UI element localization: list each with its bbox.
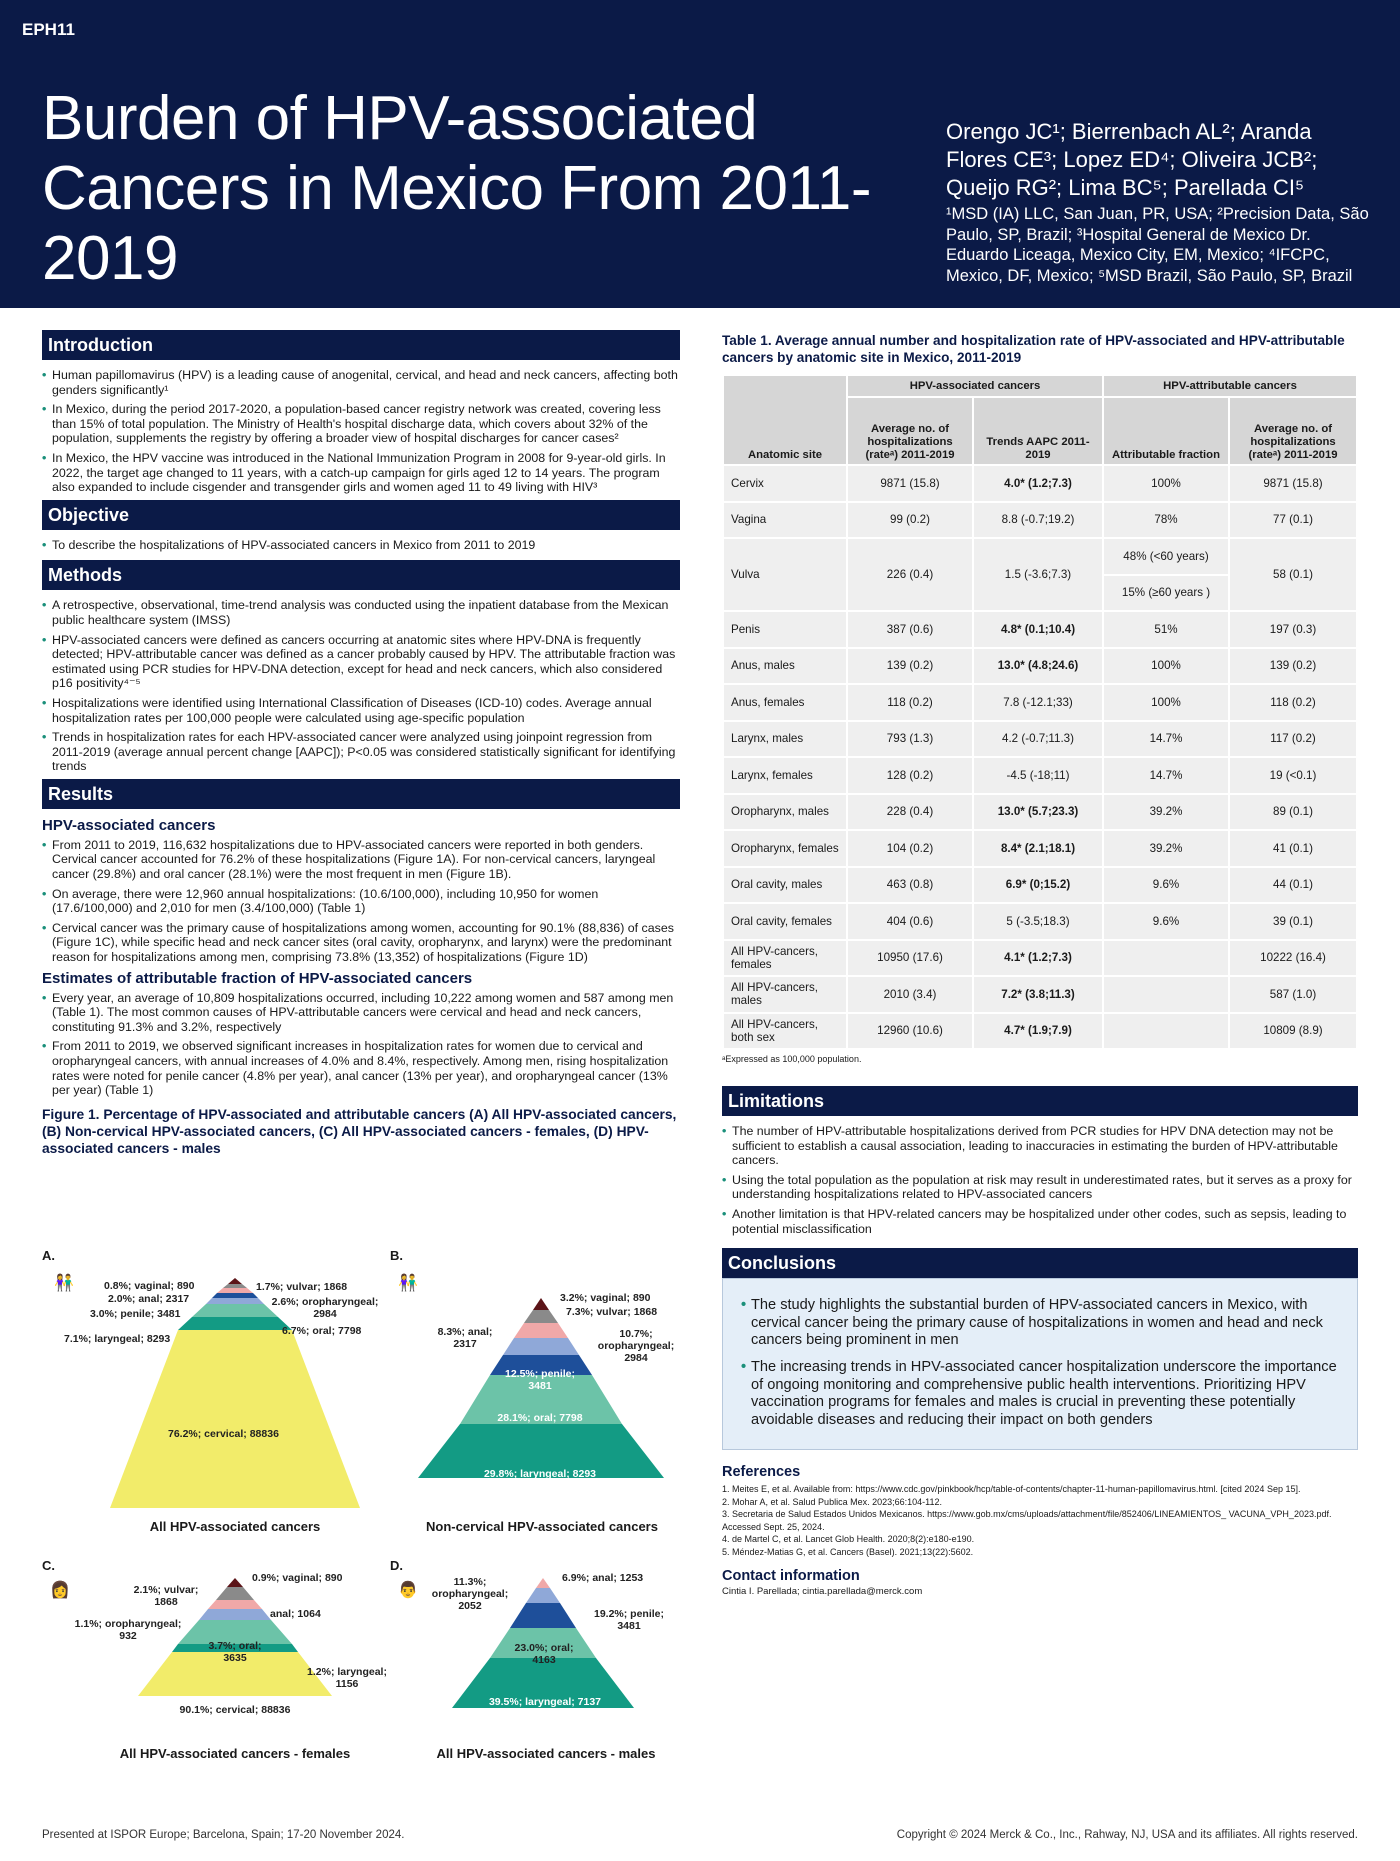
table-cell: 128 (0.2) [848, 758, 972, 793]
table-cell: 48% (<60 years) [1104, 539, 1228, 574]
table-cell: Penis [724, 612, 846, 647]
list-item: • Using the total population as the population at risk may result in underestimated rates, but it serves as a proxy for understanding hospitalizations related to HPV-associated cancers [722, 1173, 1358, 1202]
methods-list [42, 598, 680, 774]
table-cell: 226 (0.4) [848, 539, 972, 610]
table-cell: 4.2 (-0.7;11.3) [974, 722, 1102, 757]
footer-copyright: Copyright © 2024 Merck & Co., Inc., Rahway, NJ, USA and its affiliates. All rights reserved. [896, 1829, 1358, 1841]
slice-label: 7.1%; laryngeal; 8293 [64, 1333, 171, 1345]
table-cell: 404 (0.6) [848, 904, 972, 939]
authors: Orengo JC¹; Bierrenbach AL²; Aranda Flores CE³; Lopez ED⁴; Oliveira JCB²; Queijo RG²; Lima BC⁵; Parellada CI⁵ [946, 119, 1318, 200]
reference-item: 2. Mohar A, et al. Salud Publica Mex. 2023;66:104-112. [722, 1496, 942, 1507]
col-header: Average no. of hospitalizations (rateᵃ) 2011-2019 [848, 398, 972, 464]
slice-label: 2.6%; oropharyngeal; 2984 [271, 1296, 379, 1320]
table-cell: 44 (0.1) [1230, 868, 1356, 903]
slice-label: 11.3%; oropharyngeal; 2052 [431, 1576, 509, 1612]
table-cell: 100% [1104, 466, 1228, 501]
table-row [724, 466, 1356, 501]
results-list [42, 838, 680, 965]
table-cell: Oral cavity, females [724, 904, 846, 939]
table-cell: 117 (0.2) [1230, 722, 1356, 757]
table-cell: 39.2% [1104, 831, 1228, 866]
table-row [724, 539, 1356, 574]
table-cell: 118 (0.2) [1230, 685, 1356, 720]
list-item: • Another limitation is that HPV-related cancers may be hospitalized under other codes, such as sepsis, leading to potential misclassification [722, 1207, 1358, 1236]
list-item: • HPV-associated cancers were defined as cancers occurring at anatomic sites where HPV-DNA is frequently detected; HPV-attributable cancer was defined as a cancer probably caused by HPV. The attributable fraction was estimated using PCR studies for HPV-DNA detection, except for head and neck cancers, which also considered p16 positivity⁴⁻⁵ [42, 633, 680, 691]
slice-label: 1.2%; laryngeal; 1156 [307, 1666, 387, 1690]
table-cell: 13.0* (4.8;24.6) [974, 649, 1102, 684]
poster-id: EPH11 [22, 20, 75, 39]
limitations-list [722, 1124, 1358, 1236]
slice-label: 2.1%; vulvar; 1868 [133, 1584, 199, 1608]
table-body [724, 466, 1356, 1048]
methods-heading: Methods [42, 560, 680, 590]
conclusions-heading: Conclusions [722, 1248, 1358, 1278]
table-cell: 9871 (15.8) [848, 466, 972, 501]
table-cell: 2010 (3.4) [848, 977, 972, 1012]
table-cell: 6.9* (0;15.2) [974, 868, 1102, 903]
list-item: • On average, there were 12,960 annual hospitalizations: (10.6/100,000), including 10,950 for women (17.6/100,000) and 2,010 for men (3.4/100,000) (Table 1) [42, 887, 680, 916]
slice-label: 90.1%; cervical; 88836 [179, 1704, 291, 1716]
list-item: • Human papillomavirus (HPV) is a leading cause of anogenital, cervical, and head and neck cancers, affecting both genders significantly¹ [42, 368, 680, 397]
table-cell: Oropharynx, females [724, 831, 846, 866]
table-cell: 10222 (16.4) [1230, 941, 1356, 976]
table-cell: 19 (<0.1) [1230, 758, 1356, 793]
slice-label: 19.2%; penile; 3481 [593, 1608, 665, 1632]
slice-label: 8.3%; anal; 2317 [437, 1326, 493, 1350]
table-footnote: ᵃExpressed as 100,000 population. [722, 1054, 862, 1064]
col-header: Anatomic site [724, 376, 846, 464]
panel-letter: D. [390, 1558, 403, 1573]
panel-caption: Non-cervical HPV-associated cancers [426, 1519, 658, 1534]
conclusions-box [722, 1278, 1358, 1450]
references-list [722, 1483, 1358, 1558]
list-item: • Cervical cancer was the primary cause of hospitalizations among women, accounting for 90.1% (88,836) of cases (Figure 1C), while specific head and neck cancer sites (oral cavity, oropharynx, and larynx) were the predominant reason for hospitalizations among men, comprising 73.8% (13,352) of hospitalizations (Figure 1D) [42, 921, 680, 965]
reference-item: 4. de Martel C, et al. Lancet Glob Health. 2020;8(2):e180-e190. [722, 1534, 975, 1544]
table-cell: 197 (0.3) [1230, 612, 1356, 647]
limitations-heading: Limitations [722, 1086, 1358, 1116]
table-cell: 4.1* (1.2;7.3) [974, 941, 1102, 976]
table-cell: 4.8* (0.1;10.4) [974, 612, 1102, 647]
introduction-list [42, 368, 680, 495]
slice-label: 0.8%; vaginal; 890 [104, 1280, 195, 1292]
contact-heading: Contact information [722, 1568, 860, 1584]
table-row [724, 612, 1356, 647]
results-table [722, 374, 1358, 1050]
slice-label: 3.2%; vaginal; 890 [560, 1292, 651, 1304]
table-cell: 39 (0.1) [1230, 904, 1356, 939]
table-row [724, 685, 1356, 720]
table-row [724, 758, 1356, 793]
objective-list [42, 538, 680, 553]
slice-label: 10.7%; oropharyngeal; 2984 [597, 1328, 675, 1364]
list-item: • Every year, an average of 10,809 hospitalizations occurred, including 10,222 among women and 587 among men (Table 1). The most common causes of HPV-attributable cancers were cervical and head and neck cancers, constituting 91.3% and 3.2%, respectively [42, 991, 680, 1035]
results-heading: Results [42, 779, 680, 809]
table-cell: Larynx, males [724, 722, 846, 757]
table-cell: 89 (0.1) [1230, 795, 1356, 830]
table-cell: 41 (0.1) [1230, 831, 1356, 866]
slice-label: 39.5%; laryngeal; 7137 [488, 1696, 602, 1708]
slice-label: 28.1%; oral; 7798 [497, 1412, 583, 1424]
table-cell: 77 (0.1) [1230, 503, 1356, 538]
table-cell [1104, 977, 1228, 1012]
list-item: • The increasing trends in HPV-associated cancer hospitalization underscore the importance of ongoing monitoring and comprehensive public health interventions. Prioritizing HPV vaccination programs for females and males is crucial in preventing these potentially avoidable diseases and reducing their impact on both genders [741, 1359, 1339, 1429]
results-list [42, 991, 680, 1098]
table-title: Table 1. Average annual number and hospitalization rate of HPV-associated and HPV-attributable cancers by anatomic site in Mexico, 2011-2019 [722, 333, 1345, 365]
panel-letter: A. [42, 1248, 55, 1263]
table-cell: 5 (-3.5;18.3) [974, 904, 1102, 939]
panel-caption: All HPV-associated cancers [149, 1519, 321, 1534]
table-cell: 139 (0.2) [1230, 649, 1356, 684]
table-cell: 78% [1104, 503, 1228, 538]
col-header: Average no. of hospitalizations (rateᵃ) 2011-2019 [1230, 398, 1356, 464]
list-item: • Trends in hospitalization rates for each HPV-associated cancer were analyzed using joinpoint regression from 2011-2019 (average annual percent change [AAPC]); P<0.05 was considered statistically significant for identifying trends [42, 730, 680, 774]
panel-caption: All HPV-associated cancers - males [436, 1746, 656, 1761]
table-cell: 15% (≥60 years ) [1104, 576, 1228, 611]
table-cell: Vulva [724, 539, 846, 610]
table-cell: 39.2% [1104, 795, 1228, 830]
col-header: Trends AAPC 2011-2019 [974, 398, 1102, 464]
slice-label: 29.8%; laryngeal; 8293 [483, 1468, 597, 1480]
panel-caption: All HPV-associated cancers - females [119, 1746, 351, 1761]
table-cell: 7.8 (-12.1;33) [974, 685, 1102, 720]
table-cell: 4.0* (1.2;7.3) [974, 466, 1102, 501]
table-cell: All HPV-cancers, females [724, 941, 846, 976]
table-cell: 463 (0.8) [848, 868, 972, 903]
reference-item: 5. Méndez-Matias G, et al. Cancers (Basel). 2021;13(22):5602. [722, 1546, 974, 1557]
introduction-heading: Introduction [42, 330, 680, 360]
table-cell: 7.2* (3.8;11.3) [974, 977, 1102, 1012]
table-cell: 139 (0.2) [848, 649, 972, 684]
table-row [724, 795, 1356, 830]
table-row [724, 904, 1356, 939]
table-row [724, 977, 1356, 1012]
table-cell: Larynx, females [724, 758, 846, 793]
table-cell: 387 (0.6) [848, 612, 972, 647]
table-cell: 100% [1104, 649, 1228, 684]
list-item: • From 2011 to 2019, 116,632 hospitalizations due to HPV-associated cancers were reported in both genders. Cervical cancer accounted for 76.2% of these hospitalizations (Figure 1A). For non-cervical cancers, laryngeal cancer (29.8%) and oral cancer (28.1%) were the most frequent in men (Figure 1B). [42, 838, 680, 882]
affiliations: ¹MSD (IA) LLC, San Juan, PR, USA; ²Precision Data, São Paulo, SP, Brazil; ³Hospital General de Mexico Dr. Eduardo Liceaga, Mexico City, EM, Mexico; ⁴IFCPC, Mexico, DF, Mexico; ⁵MSD Brazil, São Paulo, SP, Brazil [946, 205, 1369, 285]
table-cell: 118 (0.2) [848, 685, 972, 720]
table-cell: Oropharynx, males [724, 795, 846, 830]
table-cell: Oral cavity, males [724, 868, 846, 903]
table-row [724, 831, 1356, 866]
table-row [724, 868, 1356, 903]
reference-item: 3. Secretaria de Salud Estados Unidos Mexicanos. https://www.gob.mx/cms/uploads/attachment/file/852406/LINEAMIENTOS_ VACUNA_VPH_2023.pdf. Accessed Sept. 25, 2024. [722, 1509, 1332, 1532]
table-row [724, 503, 1356, 538]
contact-text: Cintia I. Parellada; cintia.parellada@merck.com [722, 1586, 923, 1597]
table-cell: 9.6% [1104, 904, 1228, 939]
table-row [724, 1014, 1356, 1049]
table-cell: 4.7* (1.9;7.9) [974, 1014, 1102, 1049]
table-cell: 793 (1.3) [848, 722, 972, 757]
table-cell: Vagina [724, 503, 846, 538]
right-column [722, 332, 1358, 1597]
table-cell [1104, 941, 1228, 976]
slice-label: 0.9%; vaginal; 890 [252, 1572, 343, 1584]
slice-label: 7.3%; vulvar; 1868 [566, 1306, 658, 1318]
table-cell: 8.4* (2.1;18.1) [974, 831, 1102, 866]
table-cell: 104 (0.2) [848, 831, 972, 866]
list-item: • Hospitalizations were identified using International Classification of Diseases (ICD-10) codes. Average annual hospitalization rates per 100,000 people were calculated using age-specific population [42, 696, 680, 725]
table-cell: 51% [1104, 612, 1228, 647]
list-item: • From 2011 to 2019, we observed significant increases in hospitalization rates for women due to cervical and oropharyngeal cancers, with annual increases of 4.0% and 8.4%, respectively. Among men, rising hospitalization rates were noted for penile cancer (4.8% per year), anal cancer (13% per year), and oropharyngeal cancer (13% per year) (Table 1) [42, 1039, 680, 1097]
table-row [724, 722, 1356, 757]
list-item: • The number of HPV-attributable hospitalizations derived from PCR studies for HPV DNA detection may not be sufficient to establish a causal association, leading to inaccuracies in estimating the burden of HPV-attributable cancers. [722, 1124, 1358, 1168]
slice-label: 1.7%; vulvar; 1868 [256, 1281, 348, 1293]
slice-label: 2.0%; anal; 2317 [108, 1293, 190, 1305]
list-item: • The study highlights the substantial burden of HPV-associated cancers in Mexico, with cervical cancer being the primary cause of hospitalizations in women and head and neck cancers being prominent in men [741, 1297, 1339, 1349]
reference-item: 1. Meites E, et al. Available from: https://www.cdc.gov/pinkbook/hcp/table-of-contents/chapter-11-human-papillomavirus.html. [cited 2024 Sep 15]. [722, 1484, 1301, 1494]
group-header: HPV-associated cancers [848, 376, 1102, 396]
slice-label: 12.5%; penile; 3481 [504, 1368, 576, 1392]
table-cell: 1.5 (-3.6;7.3) [974, 539, 1102, 610]
panel-letter: C. [42, 1558, 55, 1573]
left-column [42, 330, 680, 1157]
table-cell [1104, 1014, 1228, 1049]
table-cell: 14.7% [1104, 758, 1228, 793]
table-cell: 9.6% [1104, 868, 1228, 903]
table-cell: 8.8 (-0.7;19.2) [974, 503, 1102, 538]
group-header: HPV-attributable cancers [1104, 376, 1356, 396]
table-cell: -4.5 (-18;11) [974, 758, 1102, 793]
results-subheading: HPV-associated cancers [42, 816, 216, 834]
list-item: • In Mexico, the HPV vaccine was introduced in the National Immunization Program in 2008 for 9-year-old girls. In 2022, the target age changed to 11 years, with a catch-up campaign for girls aged 12 to 14 years. The program also expanded to include cisgender and transgender girls and women aged 11 to 49 living with HIV³ [42, 451, 680, 495]
table-cell: 14.7% [1104, 722, 1228, 757]
table-cell: 13.0* (5.7;23.3) [974, 795, 1102, 830]
list-item: • In Mexico, during the period 2017-2020, a population-based cancer registry network was created, covering less than 15% of total population. The Ministry of Health's hospital discharge data, which covers about 32% of the population, supplements the registry by offering a broader view of hospital discharges for cancer cases² [42, 402, 680, 446]
list-item: • To describe the hospitalizations of HPV-associated cancers in Mexico from 2011 to 2019 [42, 538, 680, 553]
table-row [724, 649, 1356, 684]
table-cell: 10950 (17.6) [848, 941, 972, 976]
table-cell: Anus, males [724, 649, 846, 684]
table-cell: 228 (0.4) [848, 795, 972, 830]
table-cell: 10809 (8.9) [1230, 1014, 1356, 1049]
table-cell: All HPV-cancers, both sex [724, 1014, 846, 1049]
table-cell: 58 (0.1) [1230, 539, 1356, 610]
slice-label: 3.7%; oral; 3635 [208, 1640, 262, 1664]
table-cell: 587 (1.0) [1230, 977, 1356, 1012]
table-cell: Anus, females [724, 685, 846, 720]
figure-caption: Figure 1. Percentage of HPV-associated and attributable cancers (A) All HPV-associated cancers, (B) Non-cervical HPV-associated cancers, (C) All HPV-associated cancers - females, (D) HPV-associated cancers - males [42, 1106, 677, 1156]
slice-label: 3.0%; penile; 3481 [90, 1308, 181, 1320]
poster-title: Burden of HPV-associated Cancers in Mexico From 2011-2019 [42, 84, 872, 293]
panel-letter: B. [390, 1248, 403, 1263]
table-cell: 12960 (10.6) [848, 1014, 972, 1049]
table-cell: 100% [1104, 685, 1228, 720]
col-header: Attributable fraction [1104, 398, 1228, 464]
footer-presented: Presented at ISPOR Europe; Barcelona, Spain; 17-20 November 2024. [42, 1829, 405, 1841]
references-heading: References [722, 1464, 801, 1480]
slice-label: 6.9%; anal; 1253 [562, 1572, 644, 1584]
slice-label: 1.1%; oropharyngeal; 932 [74, 1618, 182, 1642]
results-subheading: Estimates of attributable fraction of HPV-associated cancers [42, 969, 473, 987]
slice-label: anal; 1064 [270, 1608, 321, 1620]
table-row [724, 941, 1356, 976]
table-cell: 9871 (15.8) [1230, 466, 1356, 501]
table-cell: All HPV-cancers, males [724, 977, 846, 1012]
slice-label: 6.7%; oral; 7798 [282, 1325, 362, 1337]
female-icon: 👩 [50, 1582, 70, 1599]
table-cell: Cervix [724, 466, 846, 501]
slice-label: 76.2%; cervical; 88836 [168, 1428, 279, 1440]
people-icon: 👫 [398, 1275, 418, 1292]
male-icon: 👨 [398, 1582, 418, 1599]
poster-header [0, 0, 1400, 308]
slice-label: 23.0%; oral; 4163 [514, 1642, 574, 1666]
list-item: • A retrospective, observational, time-trend analysis was conducted using the inpatient database from the Mexican public healthcare system (IMSS) [42, 598, 680, 627]
people-icon: 👫 [54, 1275, 74, 1292]
table-cell: 99 (0.2) [848, 503, 972, 538]
objective-heading: Objective [42, 500, 680, 530]
